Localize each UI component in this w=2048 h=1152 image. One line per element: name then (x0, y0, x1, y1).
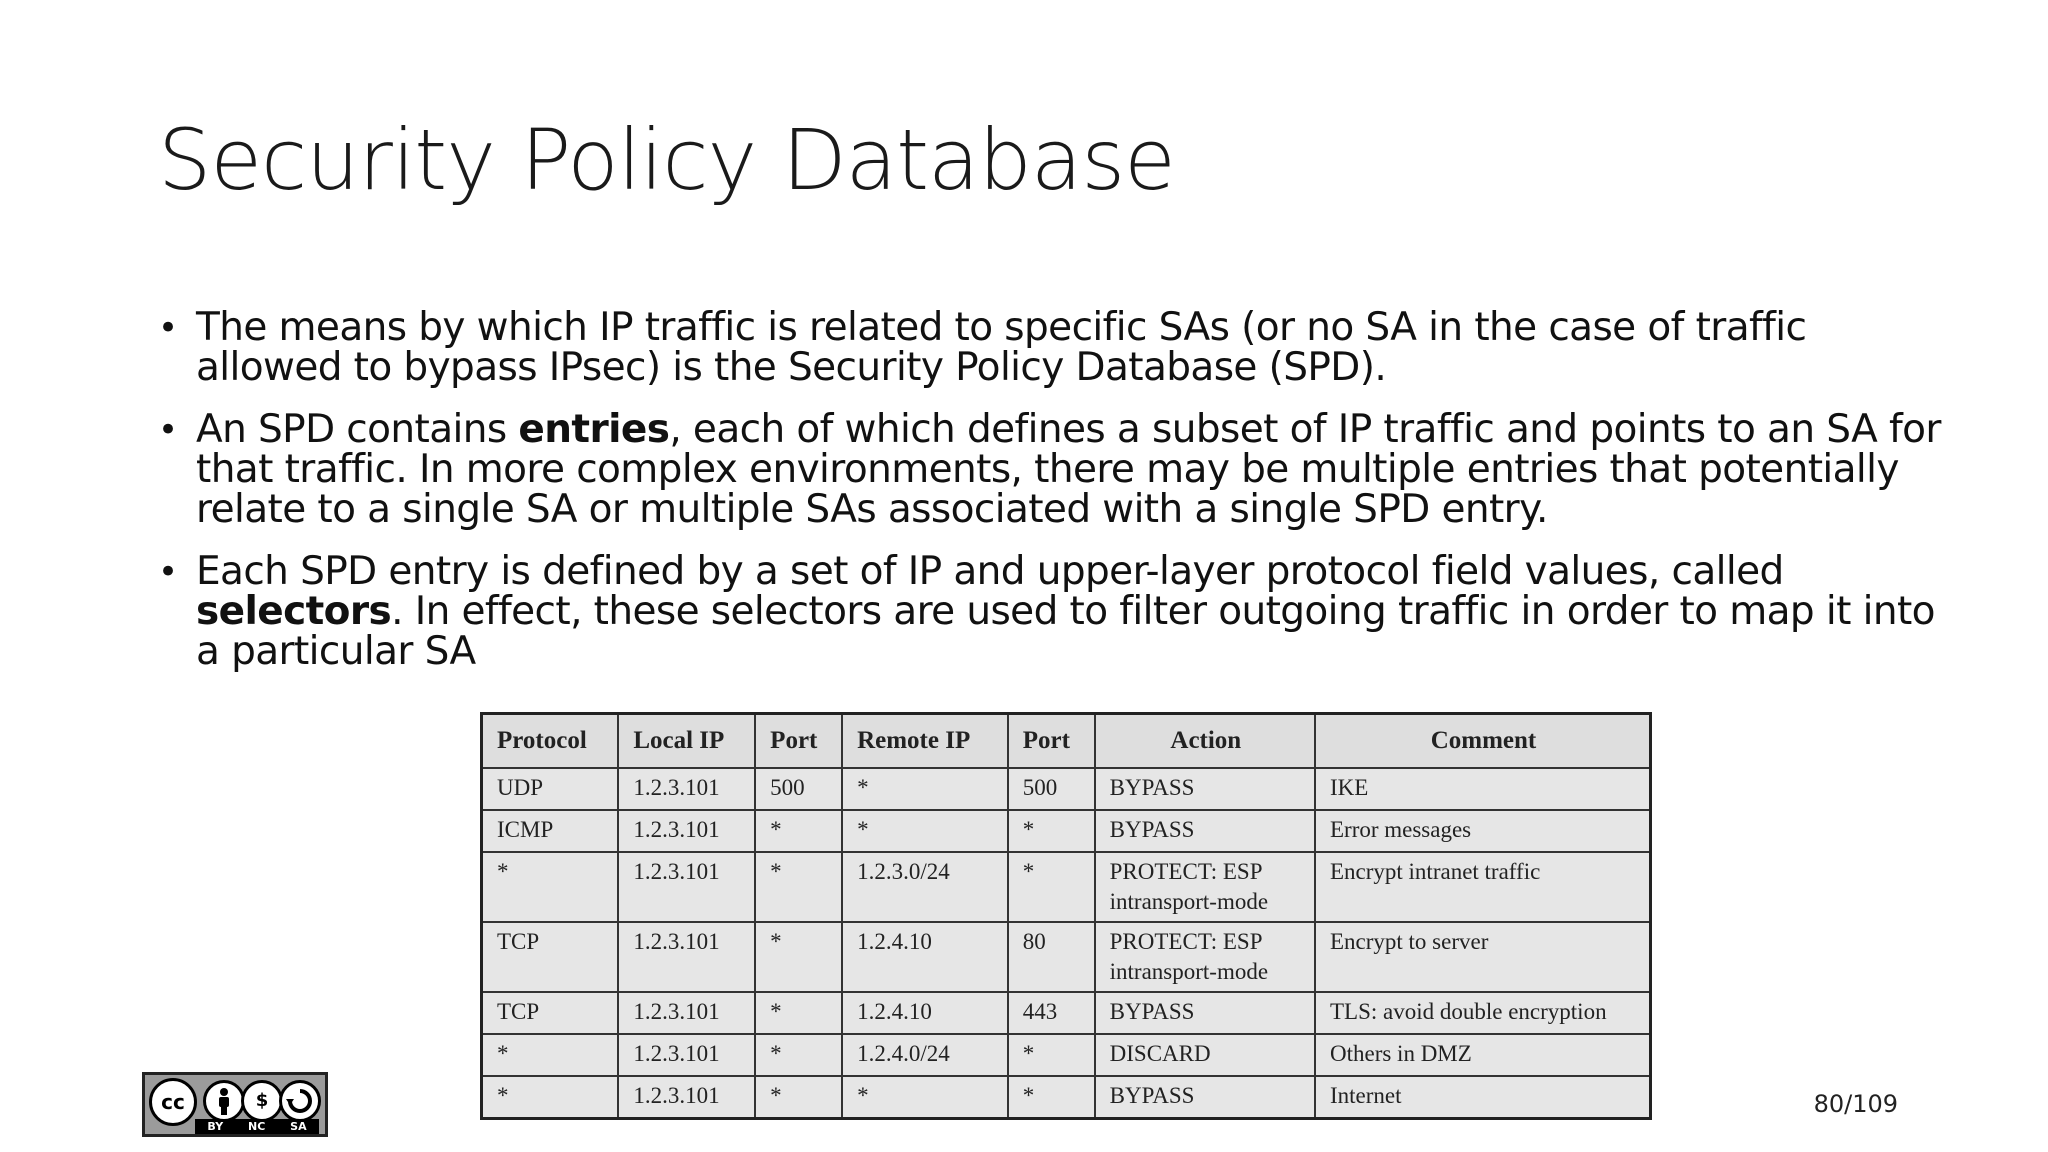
table-cell: * (755, 992, 842, 1034)
table-cell: TCP (482, 922, 619, 992)
cc-icon: cc (149, 1078, 197, 1126)
table-cell: 1.2.3.101 (618, 1076, 755, 1119)
bullet-text: An SPD contains (196, 407, 519, 452)
table-cell: PROTECT: ESP intransport-mode (1095, 922, 1315, 992)
table-cell: IKE (1315, 768, 1651, 810)
bullet-item (158, 549, 1958, 674)
table-cell: 500 (755, 768, 842, 810)
table-cell: BYPASS (1095, 810, 1315, 852)
table-cell: 500 (1008, 768, 1095, 810)
table-row (482, 768, 1651, 810)
cc-license-labels (195, 1119, 319, 1134)
bullet-bold-term: entries (518, 407, 670, 452)
bullet-dot-icon: • (158, 410, 178, 450)
table-cell: * (842, 810, 1008, 852)
table-cell: * (1008, 852, 1095, 922)
table-cell: 1.2.3.101 (618, 810, 755, 852)
table-cell: 443 (1008, 992, 1095, 1034)
table-cell: TCP (482, 992, 619, 1034)
bullet-text: , each of which defines a subset of IP traffic and points to an SA for that traffic. In more complex environments, there may be multiple entries that potentially relate to a single SA or multiple SAs associated with a single SPD entry. (196, 407, 1941, 532)
table-row (482, 992, 1651, 1034)
table-cell: * (1008, 1076, 1095, 1119)
table-header-cell: Protocol (482, 714, 619, 769)
table-header-cell: Action (1095, 714, 1315, 769)
table-cell: * (755, 810, 842, 852)
table-cell: 1.2.4.10 (842, 992, 1008, 1034)
by-person-icon (203, 1080, 245, 1122)
table-cell: Encrypt to server (1315, 922, 1651, 992)
table-row (482, 810, 1651, 852)
table-cell: 1.2.3.101 (618, 922, 755, 992)
bullet-dot-icon: • (158, 552, 178, 592)
table-cell: * (755, 1076, 842, 1119)
table-cell: * (842, 768, 1008, 810)
table-cell: Encrypt intranet traffic (1315, 852, 1651, 922)
table-cell: * (482, 852, 619, 922)
table-header-cell: Local IP (618, 714, 755, 769)
spd-table (480, 712, 1652, 1120)
table-cell: * (1008, 1034, 1095, 1076)
table-cell: 1.2.3.101 (618, 1034, 755, 1076)
slide-title: Security Policy Database (158, 111, 1175, 209)
table-cell: ICMP (482, 810, 619, 852)
table-cell: BYPASS (1095, 992, 1315, 1034)
sa-share-alike-icon (279, 1080, 321, 1122)
license-label-by: BY (207, 1120, 224, 1133)
table-row (482, 922, 1651, 992)
bullet-list (158, 305, 1958, 694)
table-cell: 1.2.4.10 (842, 922, 1008, 992)
table-cell: * (482, 1034, 619, 1076)
table-cell: * (842, 1076, 1008, 1119)
table-cell: 80 (1008, 922, 1095, 992)
person-icon (206, 1083, 242, 1119)
table-cell: TLS: avoid double encryption (1315, 992, 1651, 1034)
bullet-item (158, 407, 1958, 532)
bullet-text: The means by which IP traffic is related to specific SAs (or no SA in the case of traffic allowed to bypass IPsec) is the Security Policy Database (SPD). (196, 305, 1807, 390)
table-cell: BYPASS (1095, 768, 1315, 810)
table-cell: 1.2.4.0/24 (842, 1034, 1008, 1076)
table-cell: * (1008, 810, 1095, 852)
table-header-cell: Remote IP (842, 714, 1008, 769)
table-cell: * (755, 852, 842, 922)
table-cell: DISCARD (1095, 1034, 1315, 1076)
table-cell: 1.2.3.101 (618, 852, 755, 922)
cc-license-badge (142, 1072, 328, 1137)
table-row (482, 852, 1651, 922)
license-label-nc: NC (248, 1120, 266, 1133)
table-cell: Internet (1315, 1076, 1651, 1119)
table-header-cell: Port (755, 714, 842, 769)
table-cell: 1.2.3.101 (618, 992, 755, 1034)
license-label-sa: SA (290, 1120, 307, 1133)
bullet-text: Each SPD entry is defined by a set of IP and upper-layer protocol field values, called (196, 549, 1784, 594)
table-cell: PROTECT: ESP intransport-mode (1095, 852, 1315, 922)
table-row (482, 1034, 1651, 1076)
table-cell: * (482, 1076, 619, 1119)
share-alike-icon (282, 1083, 318, 1119)
table-cell: 1.2.3.0/24 (842, 852, 1008, 922)
bullet-bold-term: selectors (196, 589, 392, 634)
table-cell: UDP (482, 768, 619, 810)
table-header-cell: Comment (1315, 714, 1651, 769)
bullet-item (158, 305, 1958, 390)
table-row (482, 1076, 1651, 1119)
table-cell: BYPASS (1095, 1076, 1315, 1119)
table-cell: Error messages (1315, 810, 1651, 852)
table-header-cell: Port (1008, 714, 1095, 769)
page-number: 80/109 (1813, 1090, 1898, 1118)
nc-dollar-icon: $ (241, 1080, 283, 1122)
bullet-text: . In effect, these selectors are used to filter outgoing traffic in order to map it into a particular SA (196, 589, 1935, 674)
bullet-dot-icon: • (158, 308, 178, 348)
table-cell: Others in DMZ (1315, 1034, 1651, 1076)
table-cell: * (755, 922, 842, 992)
table-header-row (482, 714, 1651, 769)
table-cell: 1.2.3.101 (618, 768, 755, 810)
table-cell: * (755, 1034, 842, 1076)
